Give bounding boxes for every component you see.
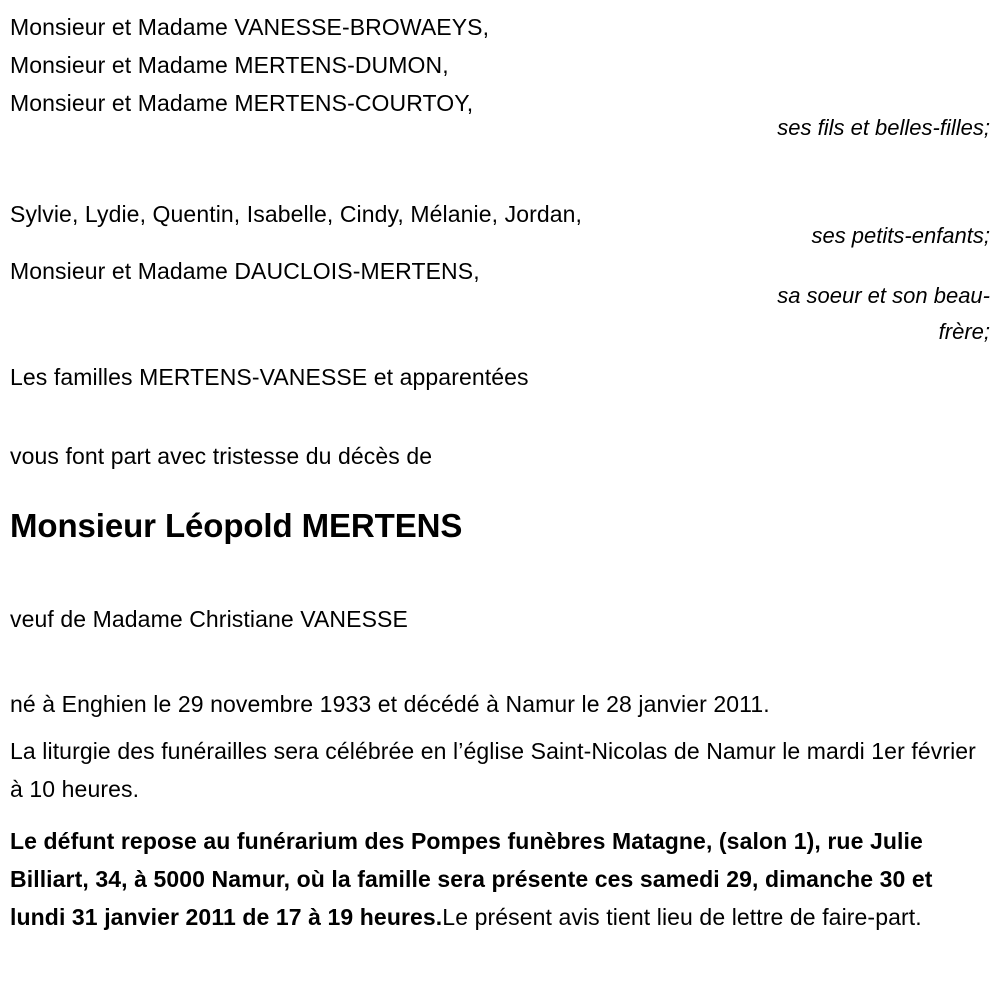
- funerarium-bold-text: Le défunt repose au funérarium des Pompes funèbres Matagne, (salon 1), rue Julie Billiart, 34, à 5000 Namur, où la famille sera présente ces samedi 29, dimanche 30 et lundi 31 janvier 2011 de 17 à 19 heures.: [10, 828, 933, 930]
- grandchildren-line: Sylvie, Lydie, Quentin, Isabelle, Cindy, Mélanie, Jordan,: [10, 201, 583, 227]
- relative-line: Monsieur et Madame VANESSE-BROWAEYS,: [10, 14, 490, 40]
- annotation-sister-brother-in-law: sa soeur et son beau-frère;: [777, 283, 990, 344]
- deceased-name: Monsieur Léopold MERTENS: [10, 507, 463, 544]
- funerarium-plain-text: Le présent avis tient lieu de lettre de faire-part.: [442, 904, 922, 930]
- relative-line: Monsieur et Madame MERTENS-COURTOY,: [10, 90, 474, 116]
- life-dates-block: [0, 685, 1000, 723]
- widower-line: veuf de Madame Christiane VANESSE: [10, 606, 408, 632]
- funerarium-paragraph: [0, 822, 995, 936]
- announcement-block: [0, 437, 1000, 475]
- liturgy-block: [0, 732, 1000, 808]
- announcement-line: vous font part avec tristesse du décès de: [10, 443, 433, 469]
- funerarium-block: [0, 822, 1000, 936]
- families-block: [0, 358, 1000, 396]
- widower-block: [0, 600, 1000, 638]
- annotation-grandchildren: ses petits-enfants;: [811, 223, 990, 248]
- relative-line: Monsieur et Madame MERTENS-DUMON,: [10, 52, 449, 78]
- annotation-sons-daughters-in-law: ses fils et belles-filles;: [777, 115, 990, 140]
- life-dates-line: né à Enghien le 29 novembre 1933 et décédé à Namur le 28 janvier 2011.: [10, 691, 770, 717]
- families-line: Les familles MERTENS-VANESSE et apparentées: [10, 364, 529, 390]
- sister-line: Monsieur et Madame DAUCLOIS-MERTENS,: [10, 258, 480, 284]
- liturgy-line: La liturgie des funérailles sera célébrée en l’église Saint-Nicolas de Namur le mardi 1er février à 10 heures.: [10, 738, 976, 802]
- relatives-block: [0, 8, 1000, 122]
